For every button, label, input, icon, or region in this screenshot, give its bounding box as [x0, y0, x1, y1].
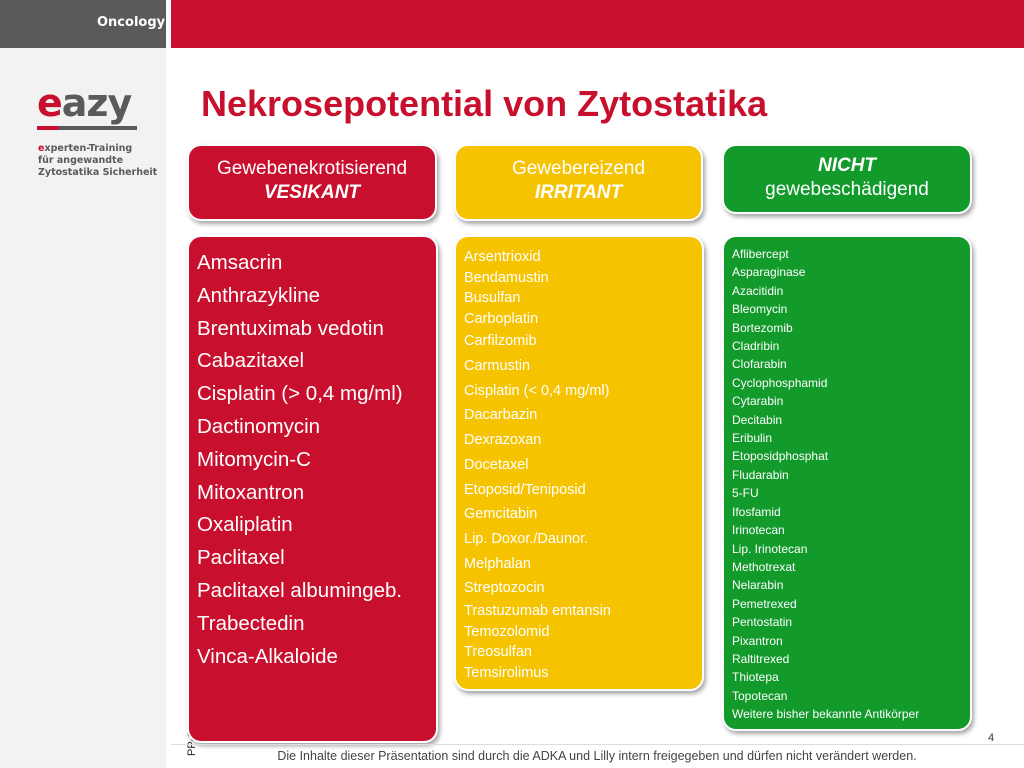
list-item: Temsirolimus [464, 664, 549, 681]
list-item: Etoposidphosphat [732, 449, 829, 464]
list-item: Gemcitabin [464, 506, 538, 523]
list-item: Carfilzomib [464, 333, 537, 350]
header-nicht [722, 144, 972, 214]
list-item: Aflibercept [732, 247, 789, 261]
header-vesikant [187, 144, 437, 221]
list-item: Dexrazoxan [464, 432, 542, 449]
list-item: Pixantron [732, 633, 783, 648]
list-item: Brentuximab vedotin [197, 316, 384, 340]
list-item: Thiotepa [732, 670, 779, 685]
header-accent-bar [171, 0, 1024, 48]
list-item: Carmustin [464, 358, 531, 375]
list-item: Azacitidin [732, 283, 784, 298]
list-item: 5-FU [732, 486, 759, 501]
list-item: Decitabin [732, 412, 783, 427]
tagline-line-3: Zytostatika Sicherheit [38, 167, 158, 178]
list-item: Melphalan [464, 555, 531, 572]
list-item: Oxaliplatin [197, 513, 293, 537]
list-item: Lip. Irinotecan [732, 541, 808, 556]
nicht-line2: gewebeschädigend [765, 179, 929, 200]
list-item: Pemetrexed [732, 596, 797, 611]
list-item: Mitomycin-C [197, 447, 311, 471]
list-item: Cladribin [732, 339, 780, 354]
list-item: Dactinomycin [197, 414, 321, 438]
list-item: Cytarabin [732, 394, 784, 409]
section-label: Oncology [97, 15, 166, 30]
list-item: Treosulfan [464, 644, 532, 661]
list-item: Etoposid/Teniposid [464, 481, 586, 498]
list-item: Cisplatin (< 0,4 mg/ml) [464, 382, 610, 399]
footer-divider [171, 744, 1024, 745]
list-item: Paclitaxel albumingeb. [197, 578, 403, 602]
list-item: Trabectedin [197, 611, 305, 635]
list-item: Eribulin [732, 431, 773, 446]
list-item: Trastuzumab emtansin [464, 603, 611, 620]
vesikant-line2: VESIKANT [263, 182, 361, 203]
logo-tagline [38, 143, 157, 179]
nicht-list [722, 235, 972, 731]
list-item: Cyclophosphamid [732, 375, 828, 390]
eazy-logo [37, 81, 132, 125]
list-item: Mitoxantron [197, 480, 305, 504]
logo-underline [37, 126, 137, 130]
list-item: Bendamustin [464, 269, 549, 286]
list-item: Carboplatin [464, 310, 539, 327]
footer-disclaimer: Die Inhalte dieser Präsentation sind durch die ADKA und Lilly intern freigegeben und dürfen nicht verändert werden. [277, 749, 917, 763]
list-item: Ifosfamid [732, 504, 781, 519]
logo-first-letter: e [37, 81, 62, 125]
list-item: Pentostatin [732, 615, 793, 630]
list-item: Bortezomib [732, 320, 793, 335]
list-item: Arsentrioxid [464, 249, 541, 265]
list-item: Vinca-Alkaloide [197, 644, 338, 668]
list-item: Methotrexat [732, 559, 796, 574]
list-item: Busulfan [464, 290, 521, 307]
list-item: Amsacrin [197, 251, 283, 274]
irritant-line2: IRRITANT [534, 182, 623, 203]
list-item: Asparaginase [732, 265, 806, 280]
list-item: Topotecan [732, 688, 788, 703]
header-irritant [454, 144, 703, 221]
list-item: Dacarbazin [464, 407, 538, 424]
list-item: Clofarabin [732, 357, 787, 372]
list-item: Cabazitaxel [197, 349, 305, 373]
list-item: Docetaxel [464, 456, 529, 473]
list-item: Fludarabin [732, 467, 789, 482]
irritant-line1: Gewebereizend [511, 158, 646, 179]
list-item: Nelarabin [732, 578, 784, 593]
irritant-list [454, 235, 704, 691]
page-number: 4 [988, 732, 995, 744]
tagline-line-2: für angewandte [38, 155, 124, 166]
list-item: Cisplatin (> 0,4 mg/ml) [197, 382, 403, 406]
list-item: Anthrazykline [197, 283, 321, 307]
list-item: Temozolomid [464, 623, 550, 640]
tagline-line-1: experten-Training [38, 143, 133, 154]
slide-title: Nekrosepotential von Zytostatika [201, 83, 768, 124]
list-item: Paclitaxel [197, 546, 285, 570]
vesikant-list [187, 235, 438, 743]
logo-rest: azy [61, 81, 132, 125]
list-item: Lip. Doxor./Daunor. [464, 531, 589, 547]
nicht-line1: NICHT [817, 155, 877, 176]
list-item: Bleomycin [732, 302, 788, 317]
list-item: Weitere bisher bekannte Antikörper [732, 707, 920, 722]
list-item: Raltitrexed [732, 651, 790, 666]
list-item: Irinotecan [732, 523, 785, 538]
list-item: Streptozocin [464, 580, 545, 597]
vesikant-line1: Gewebenekrotisierend [216, 158, 408, 179]
